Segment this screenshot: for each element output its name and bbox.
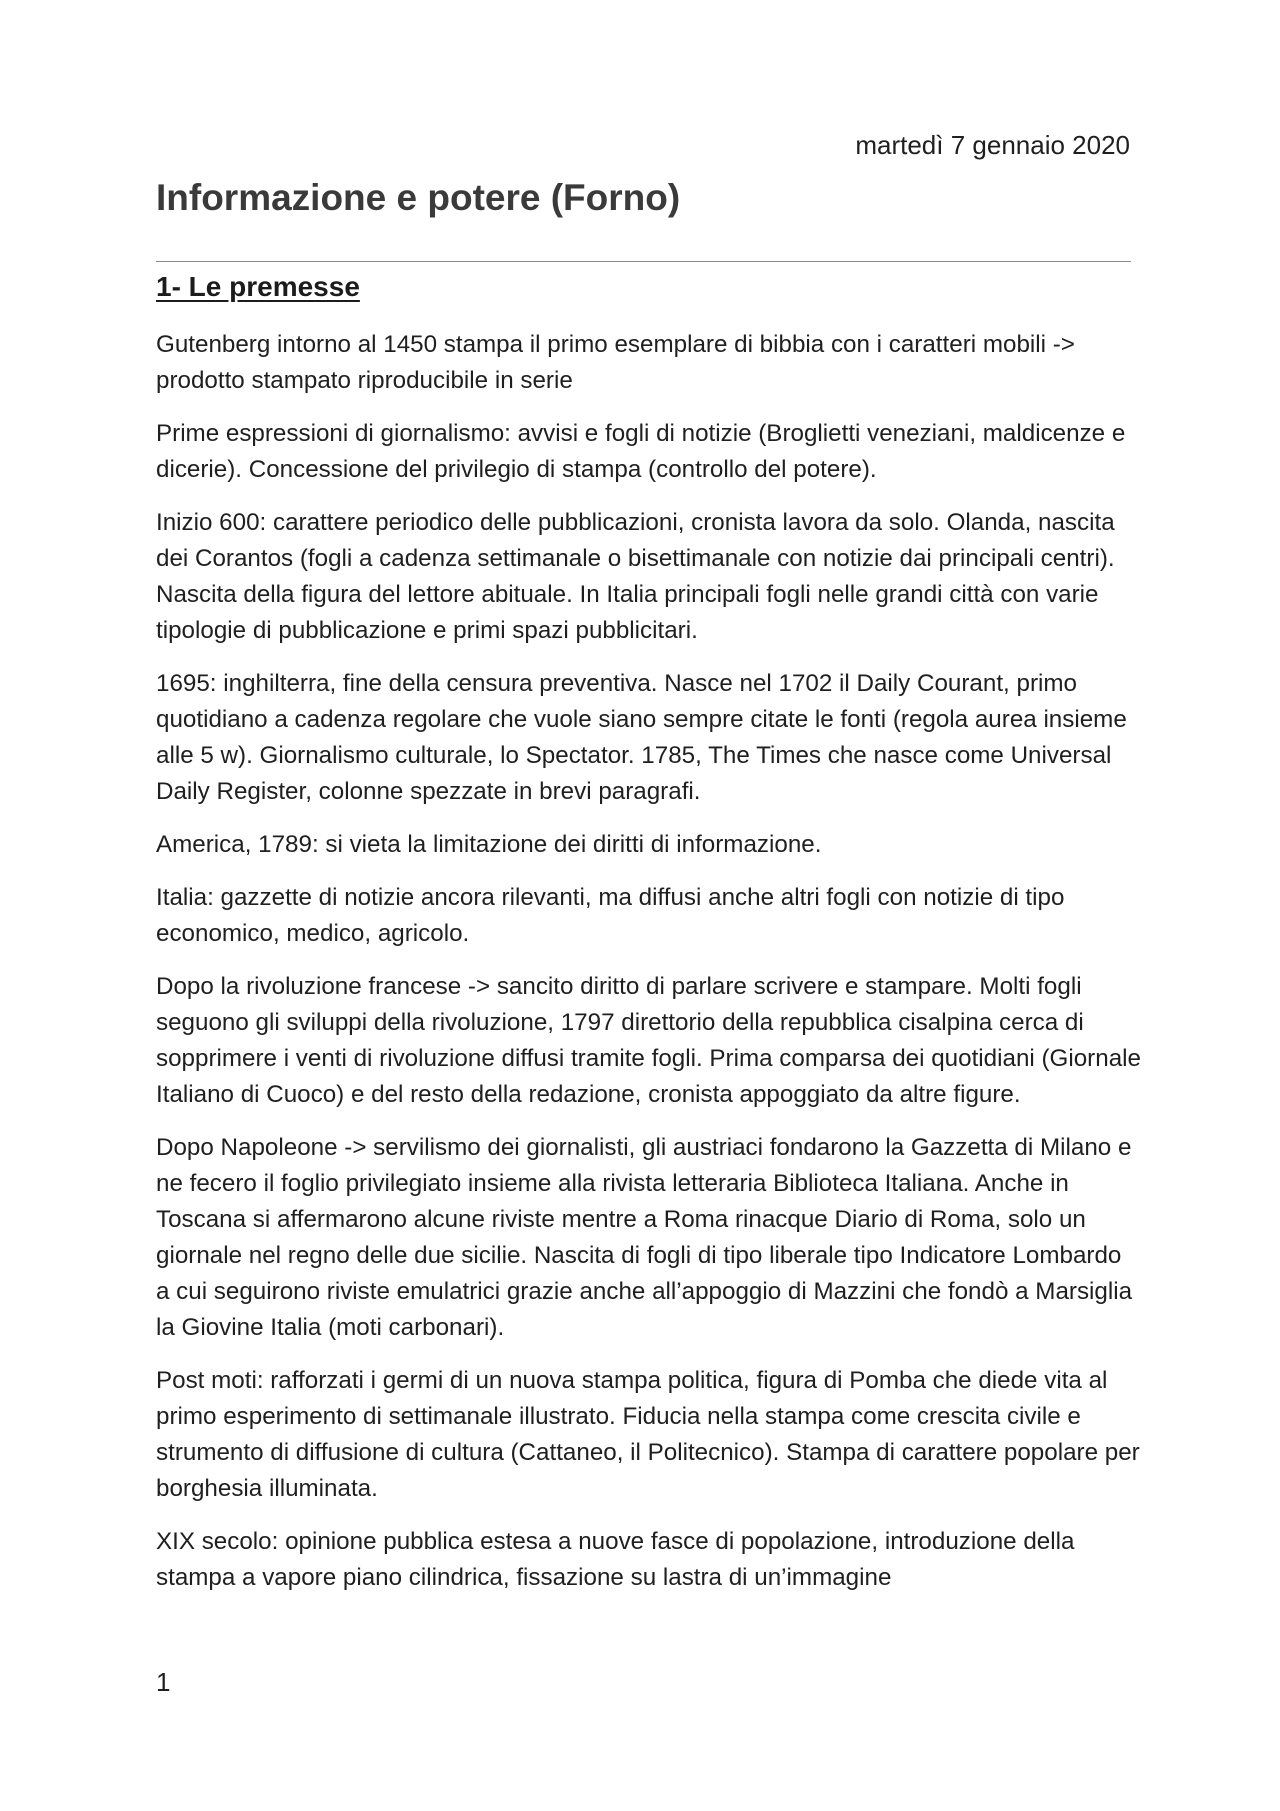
page-number: 1 [156, 1667, 171, 1697]
title-divider [156, 261, 1131, 262]
paragraph: Post moti: rafforzati i germi di un nuova stampa politica, figura di Pomba che diede vita al primo esperimento di settimanale illustrato. Fiducia nella stampa come crescita civile e strumento di diffusione di cultura (Cattaneo, il Politecnico). Stampa di carattere popolare per borghesia illuminata. [156, 1367, 1140, 1502]
paragraph: Prime espressioni di giornalismo: avvisi e fogli di notizie (Broglietti veneziani, maldicenze e dicerie). Concessione del privilegio di stampa (controllo del potere). [156, 420, 1126, 483]
paragraph: Gutenberg intorno al 1450 stampa il primo esemplare di bibbia con i caratteri mobili -> prodotto stampato riproducibile in serie [156, 331, 1075, 394]
paragraph: Italia: gazzette di notizie ancora rilevanti, ma diffusi anche altri fogli con notizie di tipo economico, medico, agricolo. [156, 884, 1065, 947]
paragraph: America, 1789: si vieta la limitazione dei diritti di informazione. [156, 831, 822, 858]
document-date: martedì 7 gennaio 2020 [855, 130, 1130, 160]
page-title: Informazione e potere (Forno) [156, 177, 681, 218]
paragraph: XIX secolo: opinione pubblica estesa a nuove fasce di popolazione, introduzione della stampa a vapore piano cilindrica, fissazione su lastra di un’immagine [156, 1528, 1075, 1591]
paragraph: Dopo la rivoluzione francese -> sancito diritto di parlare scrivere e stampare. Molti fogli seguono gli sviluppi della rivoluzione, 1797 direttorio della repubblica cisalpina cerca di sopprimere i venti di rivoluzione diffusi tramite fogli. Prima comparsa dei quotidiani (Giornale Italiano di Cuoco) e del resto della redazione, cronista appoggiato da altre figure. [156, 973, 1141, 1108]
paragraph: Dopo Napoleone -> servilismo dei giornalisti, gli austriaci fondarono la Gazzetta di Milano e ne fecero il foglio privilegiato insieme alla rivista letteraria Biblioteca Italiana. Anche in Toscana si affermarono alcune riviste mentre a Roma rinacque Diario di Roma, solo un giornale nel regno delle due sicilie. Nascita di fogli di tipo liberale tipo Indicatore Lombardo a cui seguirono riviste emulatrici grazie anche all’appoggio di Mazzini che fondò a Marsiglia la Giovine Italia (moti carbonari). [156, 1134, 1133, 1341]
paragraph: 1695: inghilterra, fine della censura preventiva. Nasce nel 1702 il Daily Courant, primo quotidiano a cadenza regolare che vuole siano sempre citate le fonti (regola aurea insieme alle 5 w). Giornalismo culturale, lo Spectator. 1785, The Times che nasce come Universal Daily Register, colonne spezzate in brevi paragrafi. [156, 670, 1127, 805]
section-heading: 1- Le premesse [156, 271, 360, 302]
paragraph: Inizio 600: carattere periodico delle pubblicazioni, cronista lavora da solo. Olanda, nascita dei Corantos (fogli a cadenza settimanale o bisettimanale con notizie dai principali centri). Nascita della figura del lettore abituale. In Italia principali fogli nelle grandi città con varie tipologie di pubblicazione e primi spazi pubblicitari. [156, 509, 1115, 644]
body-text [156, 327, 1141, 1613]
